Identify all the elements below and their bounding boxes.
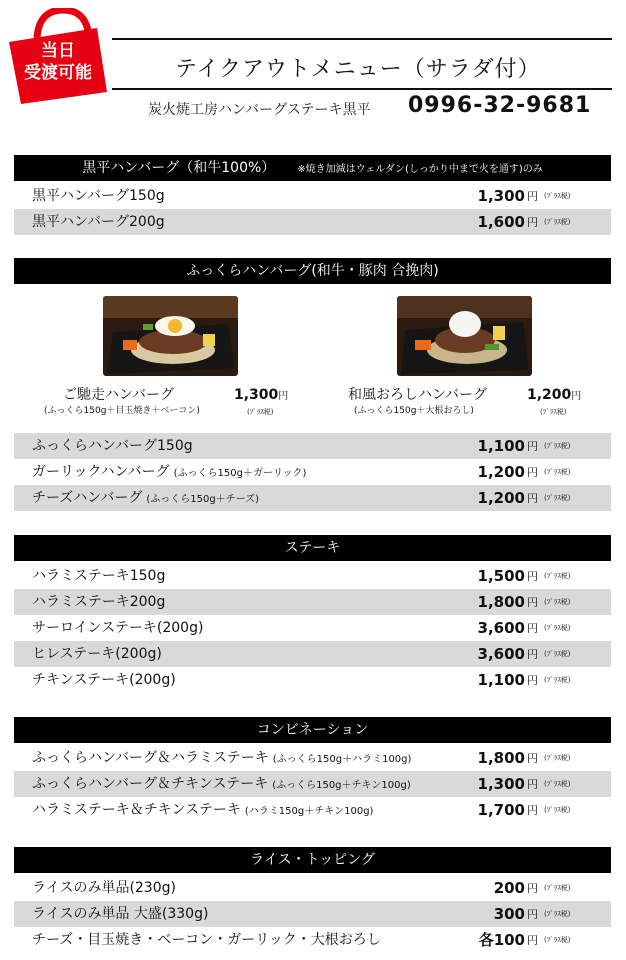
section-kurohira-note: ※焼き加減はウェルダン(しっかり中まで火を通す)のみ	[297, 164, 543, 175]
item-name: サーロインステーキ(200g)	[32, 620, 204, 636]
item-name: 黒平ハンバーグ200g	[32, 214, 165, 230]
yen-unit: 円	[527, 570, 538, 583]
item-name: ハラミステーキ150g	[32, 568, 166, 584]
menu-row	[14, 183, 611, 209]
tax-note: (ﾌﾟﾗｽ税)	[544, 936, 571, 944]
item-price: 3,600	[477, 619, 525, 637]
header-rule-top	[112, 38, 612, 40]
badge-line-1: 当日	[41, 41, 75, 61]
menu-row	[14, 459, 611, 485]
tax-note: (ﾌﾟﾗｽ税)	[544, 754, 571, 762]
yen-unit: 円	[527, 492, 538, 505]
tax-note: (ﾌﾟﾗｽ税)	[544, 572, 571, 580]
same-day-badge	[18, 40, 98, 84]
section-steak-title: ステーキ	[284, 540, 341, 556]
yen-unit: 円	[527, 440, 538, 453]
badge-line-2: 受渡可能	[24, 63, 92, 83]
item-price: 1,700	[477, 801, 525, 819]
tax-note: (ﾌﾟﾗｽ税)	[544, 650, 571, 658]
header-rule-bottom	[112, 88, 612, 90]
tax-note: (ﾌﾟﾗｽ税)	[544, 780, 571, 788]
item-name: ふっくらハンバーグ＆ハラミステーキ (ふっくら150g＋ハラミ100g)	[32, 750, 412, 766]
menu-row	[14, 615, 611, 641]
tax-note: (ﾌﾟﾗｽ税)	[544, 598, 571, 606]
item-price: 300	[493, 905, 525, 923]
menu-row	[14, 641, 611, 667]
featured-item-price: 1,200円	[527, 387, 582, 403]
section-combo-title: コンビネーション	[256, 722, 369, 738]
yen-unit: 円	[527, 216, 538, 229]
item-price: 1,800	[477, 593, 525, 611]
item-name: ライスのみ単品(230g)	[32, 880, 176, 896]
tax-note: (ﾌﾟﾗｽ税)	[544, 624, 571, 632]
yen-unit: 円	[527, 804, 538, 817]
item-name: チキンステーキ(200g)	[32, 672, 176, 688]
item-name: ライスのみ単品 大盛(330g)	[32, 906, 209, 922]
item-price: 200	[493, 879, 525, 897]
section-fukkura-header	[14, 258, 611, 284]
featured-item-sub: (ふっくら150g＋大根おろし)	[354, 406, 474, 416]
section-combo-header	[14, 717, 611, 743]
section-steak-header	[14, 535, 611, 561]
item-price: 1,500	[477, 567, 525, 585]
item-name: 黒平ハンバーグ150g	[32, 188, 165, 204]
menu-row	[14, 433, 611, 459]
item-price: 1,200	[477, 489, 525, 507]
item-name: ガーリックハンバーグ (ふっくら150g＋ガーリック)	[32, 464, 307, 480]
yen-unit: 円	[527, 466, 538, 479]
tax-note: (ﾌﾟﾗｽ税)	[544, 218, 571, 226]
yen-unit: 円	[527, 674, 538, 687]
yen-unit: 円	[527, 648, 538, 661]
tax-note: (ﾌﾟﾗｽ税)	[544, 884, 571, 892]
tax-note: (ﾌﾟﾗｽ税)	[544, 676, 571, 684]
hamburg-with-grated-radish-photo	[397, 296, 532, 376]
featured-item-name: 和風おろしハンバーグ	[348, 387, 488, 403]
menu-row	[14, 771, 611, 797]
featured-item-name: ご馳走ハンバーグ	[63, 387, 175, 403]
menu-row	[14, 563, 611, 589]
menu-row	[14, 797, 611, 823]
featured-item-price: 1,300円	[234, 387, 289, 403]
item-name: チーズハンバーグ (ふっくら150g＋チーズ)	[32, 490, 260, 506]
item-name: ふっくらハンバーグ＆チキンステーキ (ふっくら150g＋チキン100g)	[32, 776, 411, 792]
phone-number[interactable]: 0996-32-9681	[408, 93, 592, 118]
item-name: ヒレステーキ(200g)	[32, 646, 162, 662]
item-name: ふっくらハンバーグ150g	[32, 438, 193, 454]
yen-unit: 円	[527, 934, 538, 947]
item-price: 1,300	[477, 187, 525, 205]
item-name: チーズ・目玉焼き・ベーコン・ガーリック・大根おろし	[32, 932, 381, 948]
section-kurohira-header	[14, 155, 611, 181]
section-rice-header	[14, 847, 611, 873]
yen-unit: 円	[527, 596, 538, 609]
yen-unit: 円	[527, 190, 538, 203]
tax-note: (ﾌﾟﾗｽ税)	[540, 408, 567, 416]
item-price: 3,600	[477, 645, 525, 663]
item-price: 1,100	[477, 437, 525, 455]
menu-row	[14, 589, 611, 615]
item-price: 1,100	[477, 671, 525, 689]
menu-row	[14, 745, 611, 771]
section-fukkura-title: ふっくらハンバーグ(和牛・豚肉 合挽肉)	[186, 263, 439, 279]
page-title: テイクアウトメニュー（サラダ付）	[175, 57, 541, 82]
tax-note: (ﾌﾟﾗｽ税)	[544, 468, 571, 476]
item-price: 1,200	[477, 463, 525, 481]
item-name: ハラミステーキ200g	[32, 594, 166, 610]
section-rice-title: ライス・トッピング	[250, 852, 375, 868]
tax-note: (ﾌﾟﾗｽ税)	[247, 408, 274, 416]
hamburg-with-fried-egg-photo	[103, 296, 238, 376]
shop-name: 炭火焼工房ハンバーグステーキ黒平	[148, 102, 371, 118]
tax-note: (ﾌﾟﾗｽ税)	[544, 442, 571, 450]
yen-unit: 円	[527, 882, 538, 895]
yen-unit: 円	[527, 778, 538, 791]
item-price: 1,800	[477, 749, 525, 767]
yen-unit: 円	[527, 622, 538, 635]
menu-row	[14, 875, 611, 901]
tax-note: (ﾌﾟﾗｽ税)	[544, 494, 571, 502]
menu-row	[14, 927, 611, 953]
menu-row	[14, 901, 611, 927]
item-price: 1,600	[477, 213, 525, 231]
featured-item-sub: (ふっくら150g＋目玉焼き＋ベーコン)	[44, 406, 200, 416]
menu-row	[14, 667, 611, 693]
item-name: ハラミステーキ＆チキンステーキ (ハラミ150g＋チキン100g)	[32, 802, 374, 818]
yen-unit: 円	[527, 752, 538, 765]
yen-unit: 円	[527, 908, 538, 921]
menu-row	[14, 209, 611, 235]
tax-note: (ﾌﾟﾗｽ税)	[544, 910, 571, 918]
tax-note: (ﾌﾟﾗｽ税)	[544, 192, 571, 200]
section-kurohira-title: 黒平ハンバーグ（和牛100%）	[82, 160, 276, 176]
tax-note: (ﾌﾟﾗｽ税)	[544, 806, 571, 814]
item-price: 1,300	[477, 775, 525, 793]
menu-row	[14, 485, 611, 511]
item-price: 各100	[478, 931, 525, 949]
